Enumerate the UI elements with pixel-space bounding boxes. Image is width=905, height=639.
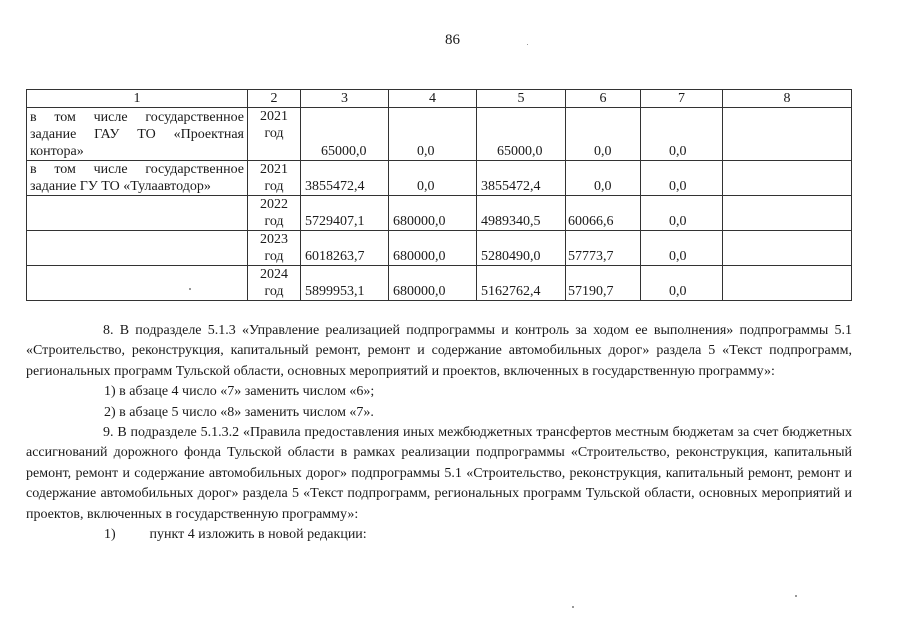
budget-table: [26, 89, 852, 301]
row-name-line: контора»: [30, 144, 84, 159]
paragraph-8-item-2: 2) в абзаце 5 число «8» заменить числом «7».: [104, 404, 374, 420]
row-name-cell: [27, 161, 248, 196]
cell-col7: 0,0: [641, 196, 723, 231]
year-value: 2021: [260, 162, 288, 177]
scan-speck: [795, 595, 797, 597]
row-name-line: в том числе государственное: [30, 110, 244, 125]
cell-col3: 6018263,7: [301, 231, 389, 266]
table-row: [27, 108, 852, 161]
year-value: 2024: [260, 267, 288, 282]
year-unit: год: [264, 249, 284, 264]
cell-col7: 0,0: [641, 266, 723, 301]
row-name-line: задание ГУ ТО «Тулаавтодор»: [30, 179, 211, 194]
row-name-cell: [27, 108, 248, 161]
cell-col4: 0,0: [389, 108, 477, 161]
year-cell: [248, 266, 301, 301]
year-unit: год: [264, 284, 284, 299]
column-header: 8: [723, 90, 852, 108]
column-header: 2: [248, 90, 301, 108]
cell-col3: 5729407,1: [301, 196, 389, 231]
cell-col7: 0,0: [641, 108, 723, 161]
table-row: [27, 196, 852, 231]
cell-col8: [723, 266, 852, 301]
cell-col3: 65000,0: [301, 108, 389, 161]
cell-col8: [723, 108, 852, 161]
year-cell: [248, 108, 301, 161]
year-cell: [248, 231, 301, 266]
table-row: [27, 161, 852, 196]
cell-col6: 57190,7: [566, 266, 641, 301]
cell-col5: 5280490,0: [477, 231, 566, 266]
table-row: [27, 266, 852, 301]
paragraph-8-item-1: 1) в абзаце 4 число «7» заменить числом «6»;: [104, 384, 375, 400]
column-header: 6: [566, 90, 641, 108]
column-header: 3: [301, 90, 389, 108]
row-name-cell: [27, 266, 248, 301]
year-cell: [248, 196, 301, 231]
cell-col5: 3855472,4: [477, 161, 566, 196]
year-unit: год: [264, 179, 284, 194]
scan-speck: [527, 44, 528, 45]
cell-col3: 3855472,4: [301, 161, 389, 196]
cell-col4: 680000,0: [389, 196, 477, 231]
year-cell: [248, 161, 301, 196]
year-value: 2021: [260, 109, 288, 124]
cell-col7: 0,0: [641, 231, 723, 266]
cell-col4: 680000,0: [389, 231, 477, 266]
item-number: 1): [104, 527, 116, 543]
cell-col8: [723, 231, 852, 266]
year-value: 2023: [260, 232, 288, 247]
table-row: [27, 231, 852, 266]
cell-col6: 57773,7: [566, 231, 641, 266]
cell-col5: 65000,0: [477, 108, 566, 161]
cell-col8: [723, 196, 852, 231]
paragraph-8: 8. В подразделе 5.1.3 «Управление реализацией подпрограммы и контроль за ходом ее выполнения» подпрограммы 5.1 «Строительство, реконструкция, капитальный ремонт, ремонт и содержание автомобильных дорог» раздела 5 «Текст подпрограмм, региональных программ Тульской области, основных мероприятий и проектов, включенных в государственную программу»:: [26, 323, 852, 379]
year-unit: год: [264, 126, 284, 141]
row-name-cell: [27, 231, 248, 266]
page-number: 86: [445, 32, 460, 48]
year-unit: год: [264, 214, 284, 229]
year-value: 2022: [260, 197, 288, 212]
column-header: 4: [389, 90, 477, 108]
cell-col8: [723, 161, 852, 196]
cell-col4: 0,0: [389, 161, 477, 196]
scan-speck: [572, 606, 574, 608]
scan-speck: [189, 288, 191, 290]
paragraph-9-item-1: [26, 525, 852, 545]
cell-col6: 60066,6: [566, 196, 641, 231]
paragraph-9: 9. В подразделе 5.1.3.2 «Правила предоставления иных межбюджетных трансфертов местным бюджетам за счет бюджетных ассигнований дорожного фонда Тульской области в рамках реализации подпрограммы «Строительство, реконструкция, капитальный ремонт, ремонт и содержание автомобильных дорог» подпрограммы 5.1 «Строительство, реконструкция, капитальный ремонт, ремонт и содержание автомобильных дорог» раздела 5 «Текст подпрограмм, региональных программ Тульской области, основных мероприятий и проектов, включенных в государственную программу»:: [26, 425, 852, 522]
item-text: пункт 4 изложить в новой редакции:: [149, 527, 367, 543]
cell-col3: 5899953,1: [301, 266, 389, 301]
cell-col7: 0,0: [641, 161, 723, 196]
body-text: [26, 321, 852, 545]
cell-col6: 0,0: [566, 108, 641, 161]
row-name-line: задание ГАУ ТО «Проектная: [30, 127, 244, 142]
column-header: 5: [477, 90, 566, 108]
row-name-line: в том числе государственное: [30, 162, 244, 177]
column-header: 1: [27, 90, 248, 108]
cell-col5: 5162762,4: [477, 266, 566, 301]
row-name-cell: [27, 196, 248, 231]
cell-col6: 0,0: [566, 161, 641, 196]
column-header: 7: [641, 90, 723, 108]
cell-col5: 4989340,5: [477, 196, 566, 231]
table-header-row: [27, 90, 852, 108]
cell-col4: 680000,0: [389, 266, 477, 301]
